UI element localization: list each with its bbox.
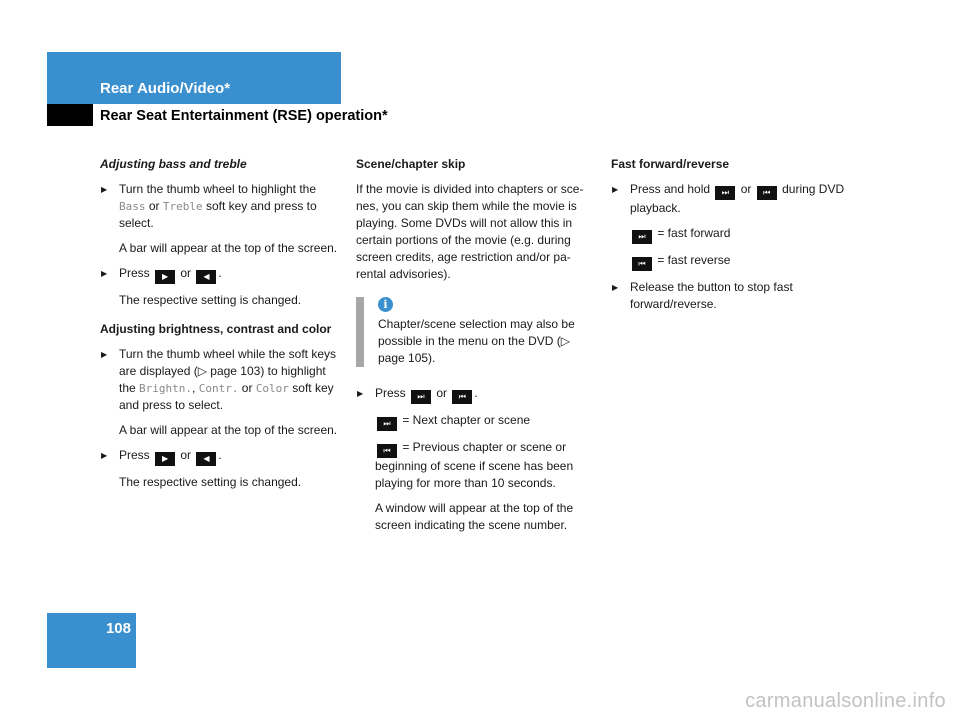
softkey-bass: Bass xyxy=(119,200,146,213)
skip-forward-icon: ⏭ xyxy=(715,186,735,200)
fast-forward-note: ⏭ = fast forward xyxy=(611,225,851,244)
fast-reverse-note: ⏮ = fast reverse xyxy=(611,252,851,271)
info-note xyxy=(356,297,600,367)
header-marker xyxy=(47,104,93,126)
window-appears-note: A window will appear at the top of the screen indicating the scene number. xyxy=(375,501,574,532)
step-press-arrows-2: ▶ Press ▶ or ◀ . xyxy=(100,447,340,466)
right-arrow-icon: ▶ xyxy=(155,452,175,466)
left-arrow-icon: ◀ xyxy=(196,452,216,466)
softkey-treble: Treble xyxy=(162,200,203,213)
watermark: carmanualsonline.info xyxy=(745,690,946,712)
note-bar-appears: A bar will appear at the top of the screen. xyxy=(119,241,338,255)
skip-forward-icon: ⏭ xyxy=(632,230,652,244)
softkey-contrast: Contr. xyxy=(198,382,239,395)
info-icon: i xyxy=(378,297,393,312)
heading-bass-treble: Adjusting bass and treble xyxy=(100,157,247,171)
step-press-skip: ▶ Press ⏭ or ⏮ . xyxy=(356,385,600,404)
next-chapter-note: ⏭ = Next chapter or scene xyxy=(356,412,600,431)
step-highlight-brightness: ▶ Turn the thumb wheel while the soft keys are displayed (▷ page 103) to highlight the Brightn., Contr. or Color soft key and press to select. xyxy=(100,346,340,414)
softkey-brightness: Brightn. xyxy=(139,382,193,395)
step-press-arrows: ▶ Press ▶ or ◀ . xyxy=(100,265,340,284)
scene-skip-intro: If the movie is divided into chapters or sce-nes, you can skip them while the movie is playing. Some DVDs will not allow this in certain portions of the movie (e.g. during screen credits, age restriction and/or pa-rental advisories). xyxy=(356,182,584,281)
subsection-title: Rear Seat Entertainment (RSE) operation* xyxy=(100,108,388,124)
skip-forward-icon: ⏭ xyxy=(377,417,397,431)
skip-back-icon: ⏮ xyxy=(377,444,397,458)
note-setting-changed: The respective setting is changed. xyxy=(119,293,302,307)
column-bass-treble-brightness xyxy=(100,156,340,499)
heading-fast-forward: Fast forward/reverse xyxy=(611,157,730,171)
column-fast-forward xyxy=(611,156,851,321)
step-press-hold: ▶ Press and hold ⏭ or ⏮ during DVD playback. xyxy=(611,181,851,217)
skip-forward-icon: ⏭ xyxy=(411,390,431,404)
right-arrow-icon: ▶ xyxy=(155,270,175,284)
note-bar-appears-2: A bar will appear at the top of the screen. xyxy=(119,423,338,437)
column-scene-skip xyxy=(356,156,600,542)
page-number: 108 xyxy=(105,620,131,637)
softkey-color: Color xyxy=(255,382,289,395)
left-arrow-icon: ◀ xyxy=(196,270,216,284)
heading-brightness-contrast: Adjusting brightness, contrast and color xyxy=(100,322,332,336)
prev-chapter-note: ⏮ = Previous chapter or scene or beginning of scene if scene has been playing for more than 10 seconds. xyxy=(375,440,574,490)
heading-scene-skip: Scene/chapter skip xyxy=(356,157,466,171)
skip-back-icon: ⏮ xyxy=(757,186,777,200)
info-bar xyxy=(356,297,364,367)
step-highlight-bass-treble: ▶ Turn the thumb wheel to highlight the Bass or Treble soft key and press to select. xyxy=(100,181,340,232)
skip-back-icon: ⏮ xyxy=(452,390,472,404)
info-text: Chapter/scene selection may also be possible in the menu on the DVD (▷ page 105). xyxy=(378,317,575,365)
skip-back-icon: ⏮ xyxy=(632,257,652,271)
note-setting-changed-2: The respective setting is changed. xyxy=(119,475,302,489)
step-release: ▶ Release the button to stop fast forward/reverse. xyxy=(611,279,851,313)
section-title: Rear Audio/Video* xyxy=(100,80,231,97)
